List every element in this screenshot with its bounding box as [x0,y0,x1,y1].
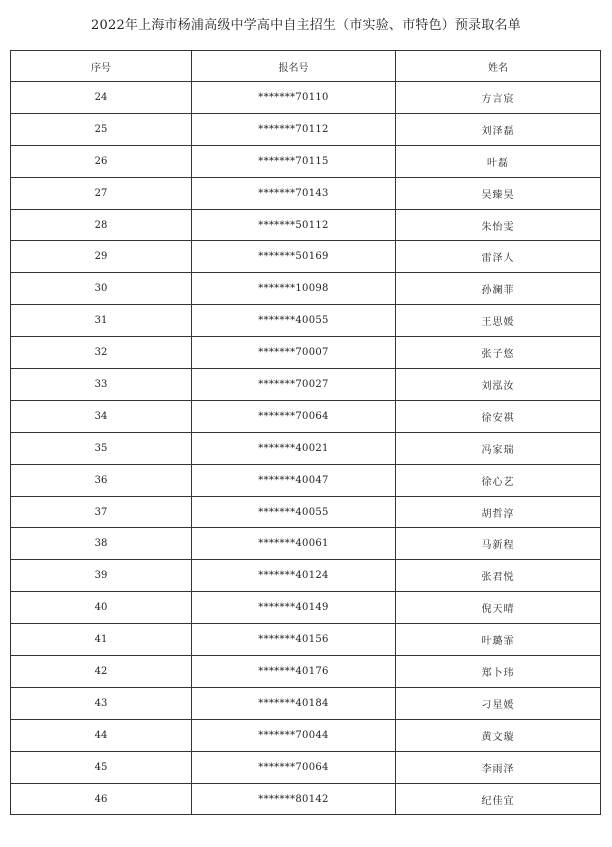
cell-index: 28 [11,209,192,241]
cell-name: 徐心艺 [396,464,601,496]
table-row [11,783,601,815]
column-header-index: 序号 [11,51,192,82]
cell-index: 27 [11,177,192,209]
cell-reg-no: *******10098 [192,273,396,305]
cell-index: 26 [11,145,192,177]
cell-reg-no: *******40176 [192,656,396,688]
table-row [11,751,601,783]
cell-name: 孙澜菲 [396,273,601,305]
table-row [11,369,601,401]
cell-reg-no: *******70064 [192,751,396,783]
column-header-name: 姓名 [396,51,601,82]
cell-name: 张子悠 [396,337,601,369]
cell-index: 41 [11,624,192,656]
cell-name: 朱怡雯 [396,209,601,241]
cell-reg-no: *******40055 [192,496,396,528]
cell-index: 42 [11,656,192,688]
table-row [11,241,601,273]
cell-name: 马新程 [396,528,601,560]
cell-index: 24 [11,82,192,114]
cell-reg-no: *******80142 [192,783,396,815]
cell-index: 25 [11,113,192,145]
table-row [11,113,601,145]
cell-reg-no: *******40149 [192,592,396,624]
cell-name: 方言宸 [396,82,601,114]
cell-index: 29 [11,241,192,273]
cell-name: 叶璐霏 [396,624,601,656]
table-row [11,560,601,592]
table-header-row [11,51,601,82]
table-row [11,528,601,560]
cell-name: 纪佳宜 [396,783,601,815]
cell-reg-no: *******70027 [192,369,396,401]
cell-index: 34 [11,400,192,432]
cell-reg-no: *******70115 [192,145,396,177]
cell-name: 刘泓汝 [396,369,601,401]
cell-name: 李雨泽 [396,751,601,783]
table-row [11,305,601,337]
table-row [11,687,601,719]
cell-name: 刘泽磊 [396,113,601,145]
cell-name: 张君悦 [396,560,601,592]
cell-index: 44 [11,719,192,751]
cell-index: 39 [11,560,192,592]
cell-reg-no: *******40124 [192,560,396,592]
table-row [11,719,601,751]
cell-reg-no: *******70044 [192,719,396,751]
cell-reg-no: *******40156 [192,624,396,656]
table-row [11,432,601,464]
cell-index: 45 [11,751,192,783]
cell-index: 33 [11,369,192,401]
cell-name: 郑卜玮 [396,656,601,688]
cell-reg-no: *******40061 [192,528,396,560]
cell-index: 30 [11,273,192,305]
table-row [11,209,601,241]
cell-index: 40 [11,592,192,624]
cell-name: 黄文璇 [396,719,601,751]
cell-reg-no: *******70112 [192,113,396,145]
cell-name: 倪天晴 [396,592,601,624]
table-row [11,82,601,114]
cell-name: 叶磊 [396,145,601,177]
cell-reg-no: *******50169 [192,241,396,273]
cell-reg-no: *******70143 [192,177,396,209]
cell-name: 刁星媛 [396,687,601,719]
cell-reg-no: *******40184 [192,687,396,719]
table-row [11,464,601,496]
cell-index: 46 [11,783,192,815]
table-row [11,496,601,528]
cell-reg-no: *******70110 [192,82,396,114]
table-row [11,337,601,369]
table-row [11,177,601,209]
cell-name: 胡哲淳 [396,496,601,528]
table-row [11,656,601,688]
column-header-reg-no: 报名号 [192,51,396,82]
cell-index: 31 [11,305,192,337]
cell-index: 35 [11,432,192,464]
cell-reg-no: *******40047 [192,464,396,496]
cell-name: 徐安祺 [396,400,601,432]
cell-name: 王思媛 [396,305,601,337]
cell-index: 43 [11,687,192,719]
table-row [11,273,601,305]
cell-reg-no: *******40021 [192,432,396,464]
admission-table [10,50,601,815]
cell-index: 37 [11,496,192,528]
cell-reg-no: *******50112 [192,209,396,241]
cell-reg-no: *******70007 [192,337,396,369]
table-row [11,592,601,624]
cell-name: 冯家瑞 [396,432,601,464]
cell-reg-no: *******40055 [192,305,396,337]
cell-index: 36 [11,464,192,496]
table-row [11,145,601,177]
table-row [11,400,601,432]
cell-name: 雷泽人 [396,241,601,273]
cell-index: 32 [11,337,192,369]
cell-name: 吴臻昊 [396,177,601,209]
page-title: 2022年上海市杨浦高级中学高中自主招生（市实验、市特色）预录取名单 [91,18,521,33]
table-body [11,82,601,815]
cell-reg-no: *******70064 [192,400,396,432]
cell-index: 38 [11,528,192,560]
table-row [11,624,601,656]
